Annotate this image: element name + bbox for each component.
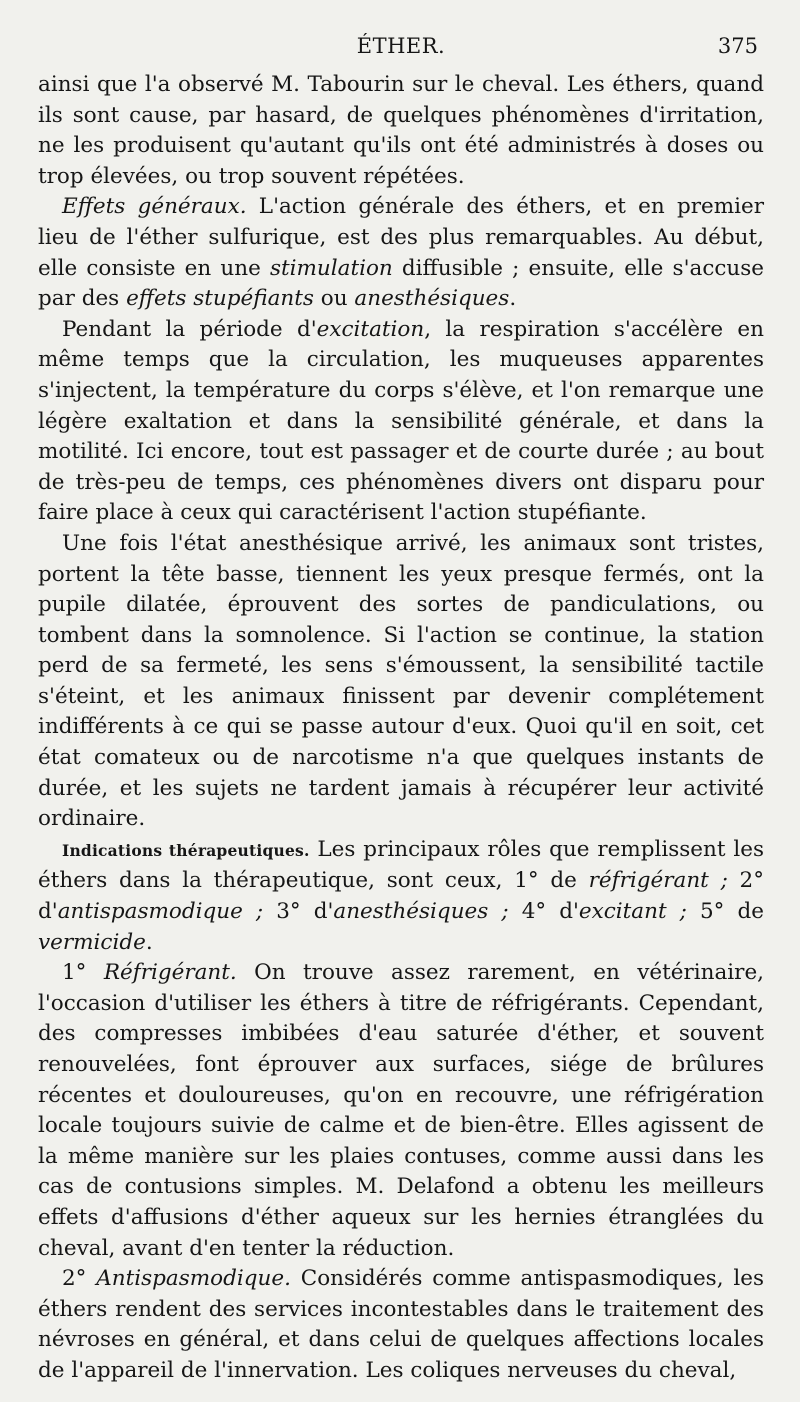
paragraph-text: Les principaux rôles que remplissent les éthers dans la thérapeutique, sont ceux, 1° de [38, 836, 764, 894]
paragraph-text: 2° d' [38, 868, 764, 925]
emphasis-text: stimulation [269, 255, 393, 281]
emphasis-text: effets stupéfiants [126, 286, 314, 312]
paragraph-antispasmodique [38, 1264, 764, 1386]
paragraph-text: L'action générale des éthers, et en premier lieu de l'éther sulfurique, est des plus remarquables. Au début, elle consiste en une [38, 194, 764, 281]
running-title: ÉTHER. [356, 34, 446, 58]
emphasis-text: anesthésiques [354, 286, 510, 312]
emphasis-text: antispasmodique ; [57, 899, 264, 925]
paragraph-lead: Effets généraux. [62, 194, 247, 220]
paragraph-text: , la respiration s'accélère en même temps que la circulation, les muqueuses apparentes s'injectent, la température du corps s'élève, et l'on remarque une légère exaltation et dans la sensibilité générale, et dans la motilité. Ici encore, tout est passager et de courte durée ; au bout de très-peu de temps, ces phénomènes divers ont disparu pour faire place à ceux qui caractérisent l'action stupéfiante. [38, 316, 764, 526]
paragraph-continuation [38, 70, 764, 192]
section-heading: Indications thérapeutiques. [62, 840, 310, 860]
paragraph-text: . [145, 929, 153, 955]
paragraph-text: 5° de [686, 899, 764, 925]
page-number: 375 [717, 34, 758, 58]
paragraph-text: Considérés comme antispasmodiques, les éthers rendent des services incontestables dans le traitement des névroses en général, et dans celui de quelques affections locales de l'appareil de l'innervation. Les coliques nerveuses du cheval, [38, 1266, 764, 1383]
paragraph-text: 4° d' [508, 899, 579, 925]
paragraph-excitation [38, 315, 764, 529]
paragraph-text: ainsi que l'a observé M. Tabourin sur le cheval. Les éthers, quand ils sont cause, par hasard, de quelques phénomènes d'irritation, ne les produisent qu'autant qu'ils ont été administrés à doses ou trop élevées, ou trop souvent répétées. [38, 72, 764, 189]
paragraph-text: 3° d' [263, 899, 334, 925]
paragraph-text: . [509, 286, 517, 312]
emphasis-text: réfrigérant ; [588, 868, 728, 894]
running-head [38, 22, 764, 70]
paragraph-anesthesie [38, 529, 764, 835]
paragraph-text: ou [313, 286, 355, 312]
emphasis-text: excitant ; [578, 899, 687, 925]
paragraph-effets-generaux [38, 192, 764, 314]
paragraph-indications [38, 835, 764, 958]
paragraph-lead: Réfrigérant. [103, 960, 237, 986]
paragraph-lead: Antispasmodique. [96, 1266, 291, 1292]
paragraph-text: diffusible ; ensuite, elle s'accuse par des [38, 255, 765, 312]
emphasis-text: anesthésiques ; [333, 899, 509, 925]
paragraph-text: Pendant la période d' [62, 316, 317, 342]
paragraph-refrigerant [38, 958, 764, 1264]
emphasis-text: excitation [316, 316, 425, 342]
paragraph-text: Une fois l'état anesthésique arrivé, les animaux sont tristes, portent la tête basse, tiennent les yeux presque fermés, ont la pupile dilatée, éprouvent des sortes de pandiculations, ou tombent dans la somnolence. Si l'action se continue, la station perd de sa fermeté, les sens s'émoussent, la sensibilité tactile s'éteint, et les animaux finissent par devenir complétement indifférents à ce qui se passe autour d'eux. Quoi qu'il en soit, cet état comateux ou de narcotisme n'a que quelques instants de durée, et les sujets ne tardent jamais à récupérer leur activité ordinaire. [38, 530, 764, 832]
emphasis-text: vermicide [38, 929, 146, 955]
paragraph-text: On trouve assez rarement, en vétérinaire, l'occasion d'utiliser les éthers à titre de réfrigérants. Cependant, des compresses imbibées d'eau saturée d'éther, et souvent renouvelées, font éprouver aux surfaces, siége de brûlures récentes et douloureuses, qu'on en recouvre, une réfrigération locale toujours suivie de calme et de bien-être. Elles agissent de la même manière sur les plaies contuses, comme aussi dans les cas de contusions simples. M. Delafond a obtenu les meilleurs effets d'affusions d'éther aqueux sur les hernies étranglées du cheval, avant d'en tenter la réduction. [38, 960, 764, 1261]
page-body [38, 70, 764, 1387]
paragraph-text: 2° [62, 1266, 97, 1292]
paragraph-text: 1° [62, 960, 104, 986]
